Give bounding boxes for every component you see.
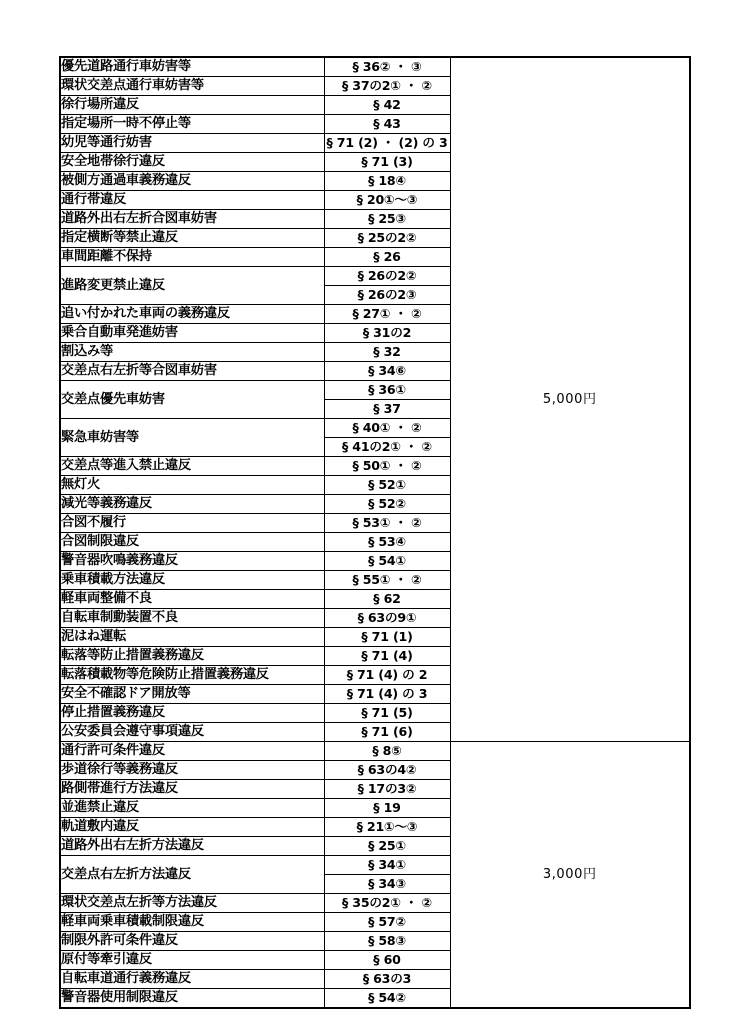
article-reference-cell: § 34①: [324, 856, 450, 875]
violation-name-cell: 警音器吹鳴義務違反: [60, 552, 324, 571]
article-reference-cell: § 63の4②: [324, 761, 450, 780]
traffic-violation-fine-table: [59, 56, 691, 1009]
violation-name-cell: 泥はね運転: [60, 628, 324, 647]
violation-name-cell: 道路外出右左折方法違反: [60, 837, 324, 856]
violation-name-cell: 交差点右左折等合図車妨害: [60, 362, 324, 381]
violation-name-cell: 転落等防止措置義務違反: [60, 647, 324, 666]
article-reference-cell: § 19: [324, 799, 450, 818]
fine-amount-cell: 3,000円: [450, 742, 690, 1009]
article-reference-cell: § 71 (4) の 3: [324, 685, 450, 704]
article-reference-cell: § 41の2① ・ ②: [324, 438, 450, 457]
article-reference-cell: § 53① ・ ②: [324, 514, 450, 533]
article-reference-cell: § 52①: [324, 476, 450, 495]
article-reference-cell: § 34⑥: [324, 362, 450, 381]
article-reference-cell: § 63の9①: [324, 609, 450, 628]
violation-name-cell: 合図不履行: [60, 514, 324, 533]
article-reference-cell: § 25の2②: [324, 229, 450, 248]
article-reference-cell: § 35の2① ・ ②: [324, 894, 450, 913]
violation-name-cell: 並進禁止違反: [60, 799, 324, 818]
article-reference-cell: § 53④: [324, 533, 450, 552]
violation-name-cell: 路側帯進行方法違反: [60, 780, 324, 799]
violation-name-cell: 減光等義務違反: [60, 495, 324, 514]
table-row: [60, 742, 690, 761]
violation-name-cell: 環状交差点通行車妨害等: [60, 77, 324, 96]
article-reference-cell: § 21①〜③: [324, 818, 450, 837]
article-reference-cell: § 17の3②: [324, 780, 450, 799]
violation-name-cell: 幼児等通行妨害: [60, 134, 324, 153]
violation-name-cell: 警音器使用制限違反: [60, 989, 324, 1009]
violation-name-cell: 割込み等: [60, 343, 324, 362]
violation-name-cell: 軽車両整備不良: [60, 590, 324, 609]
fine-table-body: [60, 57, 690, 1008]
table-row: [60, 57, 690, 77]
article-reference-cell: § 26: [324, 248, 450, 267]
violation-name-cell: 自転車道通行義務違反: [60, 970, 324, 989]
violation-name-cell: 通行帯違反: [60, 191, 324, 210]
article-reference-cell: § 43: [324, 115, 450, 134]
violation-name-cell: 指定場所一時不停止等: [60, 115, 324, 134]
article-reference-cell: § 62: [324, 590, 450, 609]
violation-name-cell: 制限外許可条件違反: [60, 932, 324, 951]
violation-name-cell: 歩道徐行等義務違反: [60, 761, 324, 780]
violation-name-cell: 通行許可条件違反: [60, 742, 324, 761]
article-reference-cell: § 42: [324, 96, 450, 115]
article-reference-cell: § 71 (4) の 2: [324, 666, 450, 685]
article-reference-cell: § 20①〜③: [324, 191, 450, 210]
article-reference-cell: § 25①: [324, 837, 450, 856]
violation-name-cell: 乗車積載方法違反: [60, 571, 324, 590]
violation-name-cell: 自転車制動装置不良: [60, 609, 324, 628]
article-reference-cell: § 54②: [324, 989, 450, 1009]
article-reference-cell: § 55① ・ ②: [324, 571, 450, 590]
article-reference-cell: § 37の2① ・ ②: [324, 77, 450, 96]
violation-name-cell: 転落積載物等危険防止措置義務違反: [60, 666, 324, 685]
violation-name-cell: 交差点右左折方法違反: [60, 856, 324, 894]
article-reference-cell: § 71 (2) ・ (2) の 3: [324, 134, 450, 153]
article-reference-cell: § 34③: [324, 875, 450, 894]
article-reference-cell: § 58③: [324, 932, 450, 951]
fine-amount-cell: 5,000円: [450, 57, 690, 742]
violation-name-cell: 進路変更禁止違反: [60, 267, 324, 305]
violation-name-cell: 交差点優先車妨害: [60, 381, 324, 419]
article-reference-cell: § 50① ・ ②: [324, 457, 450, 476]
article-reference-cell: § 8⑤: [324, 742, 450, 761]
violation-name-cell: 安全不確認ドア開放等: [60, 685, 324, 704]
violation-name-cell: 被側方通過車義務違反: [60, 172, 324, 191]
article-reference-cell: § 26の2②: [324, 267, 450, 286]
article-reference-cell: § 71 (3): [324, 153, 450, 172]
article-reference-cell: § 36② ・ ③: [324, 57, 450, 77]
article-reference-cell: § 32: [324, 343, 450, 362]
article-reference-cell: § 27① ・ ②: [324, 305, 450, 324]
violation-name-cell: 緊急車妨害等: [60, 419, 324, 457]
article-reference-cell: § 63の3: [324, 970, 450, 989]
article-reference-cell: § 26の2③: [324, 286, 450, 305]
article-reference-cell: § 40① ・ ②: [324, 419, 450, 438]
article-reference-cell: § 31の2: [324, 324, 450, 343]
violation-name-cell: 徐行場所違反: [60, 96, 324, 115]
violation-name-cell: 優先道路通行車妨害等: [60, 57, 324, 77]
article-reference-cell: § 57②: [324, 913, 450, 932]
article-reference-cell: § 37: [324, 400, 450, 419]
article-reference-cell: § 52②: [324, 495, 450, 514]
violation-name-cell: 乗合自動車発進妨害: [60, 324, 324, 343]
article-reference-cell: § 71 (4): [324, 647, 450, 666]
violation-name-cell: 原付等牽引違反: [60, 951, 324, 970]
fine-table-container: [59, 56, 691, 1009]
article-reference-cell: § 71 (5): [324, 704, 450, 723]
violation-name-cell: 交差点等進入禁止違反: [60, 457, 324, 476]
article-reference-cell: § 71 (6): [324, 723, 450, 742]
violation-name-cell: 道路外出右左折合図車妨害: [60, 210, 324, 229]
violation-name-cell: 停止措置義務違反: [60, 704, 324, 723]
violation-name-cell: 公安委員会遵守事項違反: [60, 723, 324, 742]
article-reference-cell: § 36①: [324, 381, 450, 400]
violation-name-cell: 指定横断等禁止違反: [60, 229, 324, 248]
article-reference-cell: § 54①: [324, 552, 450, 571]
article-reference-cell: § 18④: [324, 172, 450, 191]
violation-name-cell: 環状交差点左折等方法違反: [60, 894, 324, 913]
violation-name-cell: 安全地帯徐行違反: [60, 153, 324, 172]
article-reference-cell: § 71 (1): [324, 628, 450, 647]
violation-name-cell: 合図制限違反: [60, 533, 324, 552]
article-reference-cell: § 60: [324, 951, 450, 970]
violation-name-cell: 追い付かれた車両の義務違反: [60, 305, 324, 324]
article-reference-cell: § 25③: [324, 210, 450, 229]
violation-name-cell: 無灯火: [60, 476, 324, 495]
violation-name-cell: 軽車両乗車積載制限違反: [60, 913, 324, 932]
violation-name-cell: 車間距離不保持: [60, 248, 324, 267]
violation-name-cell: 軌道敷内違反: [60, 818, 324, 837]
